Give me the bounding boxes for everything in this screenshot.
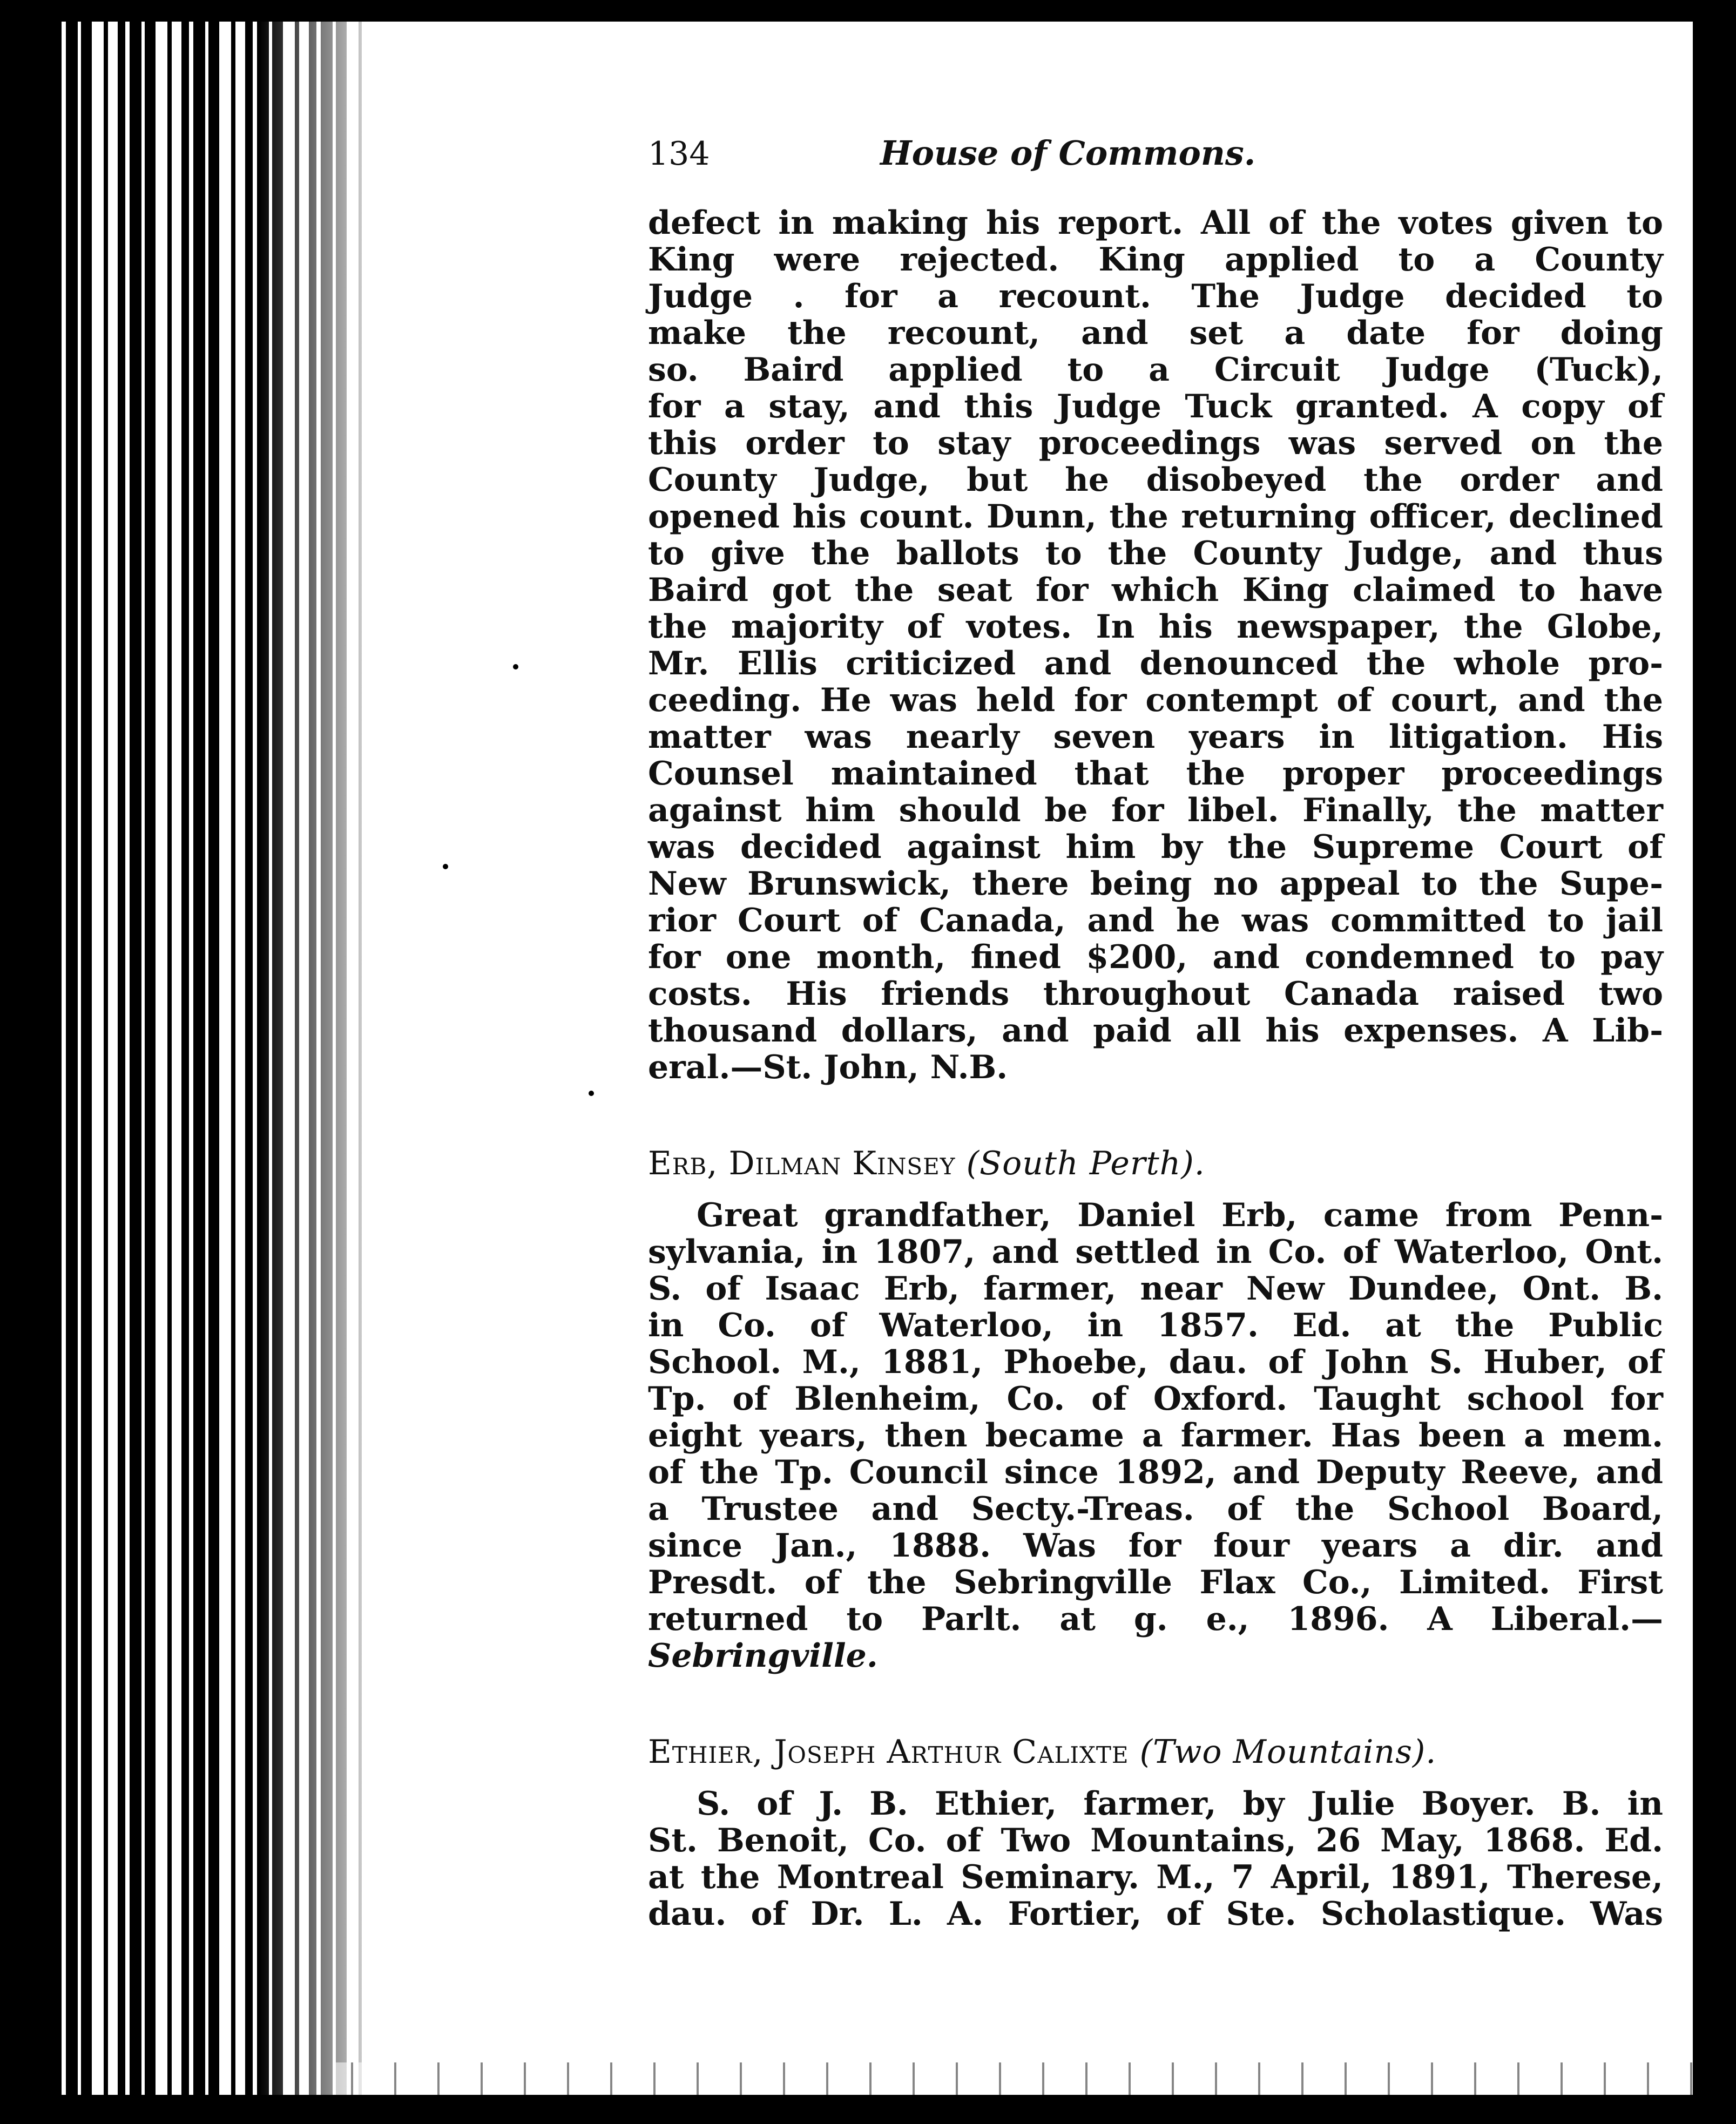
text-line: costs. His friends throughout Canada raised two [648,975,1663,1013]
text-line: in Co. of Waterloo, in 1857. Ed. at the Public [648,1307,1663,1344]
text-line: Tp. of Blenheim, Co. of Oxford. Taught school for [648,1380,1663,1418]
text-line: eral.—St. John, N.B. [648,1049,1008,1086]
page-bottom-edge [335,2062,1693,2095]
text-line: for one month, fined $200, and condemned to pay [648,938,1663,976]
text-line: a Trustee and Secty.-Treas. of the School Board, [648,1490,1663,1528]
text-line: rior Court of Canada, and he was committed to jail [648,902,1663,939]
entry-given-names: Joseph Arthur Calixte [774,1733,1129,1771]
text-line: the majority of votes. In his newspaper, the Globe, [648,608,1663,646]
entry-body-ethier [648,1785,1663,1932]
text-line: Mr. Ellis criticized and denounced the whole pro- [648,645,1663,682]
text-line: County Judge, but he disobeyed the order and [648,461,1663,499]
text-line: Presdt. of the Sebringville Flax Co., Limited. First [648,1564,1663,1601]
entry-heading-ethier [648,1734,1663,1770]
text-line: so. Baird applied to a Circuit Judge (Tuck), [648,351,1663,389]
text-line: opened his count. Dunn, the returning officer, declined [648,498,1663,536]
speck [443,864,448,869]
text-line: of the Tp. Council since 1892, and Deputy Reeve, and [648,1453,1663,1491]
entry-constituency: (Two Mountains). [1139,1733,1437,1771]
continuation-paragraph [648,205,1663,1086]
text-line: Baird got the seat for which King claimed to have [648,571,1663,609]
entry-body-erb [648,1197,1663,1674]
text-line: King were rejected. King applied to a County [648,241,1663,279]
gutter-shadow [259,22,389,2095]
text-line: to give the ballots to the County Judge, and thus [648,535,1663,572]
text-line: since Jan., 1888. Was for four years a dir. and [648,1527,1663,1565]
text-line: thousand dollars, and paid all his expenses. A Lib- [648,1012,1663,1050]
text-line: Judge . for a recount. The Judge decided to [648,278,1663,315]
text-line: this order to stay proceedings was served on the [648,424,1663,462]
running-title: House of Commons. [880,133,1256,173]
text-line: Sebringville. [648,1637,878,1675]
text-line: ceeding. He was held for contempt of court, and the [648,681,1663,719]
text-line: S. of Isaac Erb, farmer, near New Dundee, Ont. B. [648,1270,1663,1308]
text-line: Counsel maintained that the proper proceedings [648,755,1663,793]
speck [589,1091,594,1096]
entry-surname: Ethier, [648,1733,764,1771]
text-line: returned to Parlt. at g. e., 1896. A Liberal.— [648,1600,1663,1638]
text-line: against him should be for libel. Finally, the matter [648,792,1663,829]
text-line: matter was nearly seven years in litigation. His [648,718,1663,756]
text-line: for a stay, and this Judge Tuck granted. A copy of [648,388,1663,425]
text-line: make the recount, and set a date for doing [648,314,1663,352]
text-line: eight years, then became a farmer. Has been a mem. [648,1417,1663,1455]
entry-constituency: (South Perth). [966,1145,1205,1182]
text-line: New Brunswick, there being no appeal to the Supe- [648,865,1663,903]
page-number: 134 [648,135,710,173]
text-line: St. Benoit, Co. of Two Mountains, 26 May, 1868. Ed. [648,1822,1663,1859]
text-line: at the Montreal Seminary. M., 7 April, 1891, Therese, [648,1858,1663,1896]
text-line: defect in making his report. All of the votes given to [648,204,1663,242]
text-line: S. of J. B. Ethier, farmer, by Julie Boyer. B. in [697,1785,1663,1823]
speck [513,664,518,669]
text-line: dau. of Dr. L. A. Fortier, of Ste. Scholastique. Was [648,1895,1663,1933]
running-head [648,135,1663,172]
text-block [648,135,1663,1932]
scanned-page [54,22,1693,2095]
text-line: Great grandfather, Daniel Erb, came from Penn- [697,1196,1663,1234]
entry-given-names: Dilman Kinsey [728,1145,956,1182]
entry-heading-erb [648,1145,1663,1182]
text-line: was decided against him by the Supreme Court of [648,828,1663,866]
text-line: School. M., 1881, Phoebe, dau. of John S. Huber, of [648,1343,1663,1381]
text-line: sylvania, in 1807, and settled in Co. of Waterloo, Ont. [648,1233,1663,1271]
entry-surname: Erb, [648,1145,718,1182]
